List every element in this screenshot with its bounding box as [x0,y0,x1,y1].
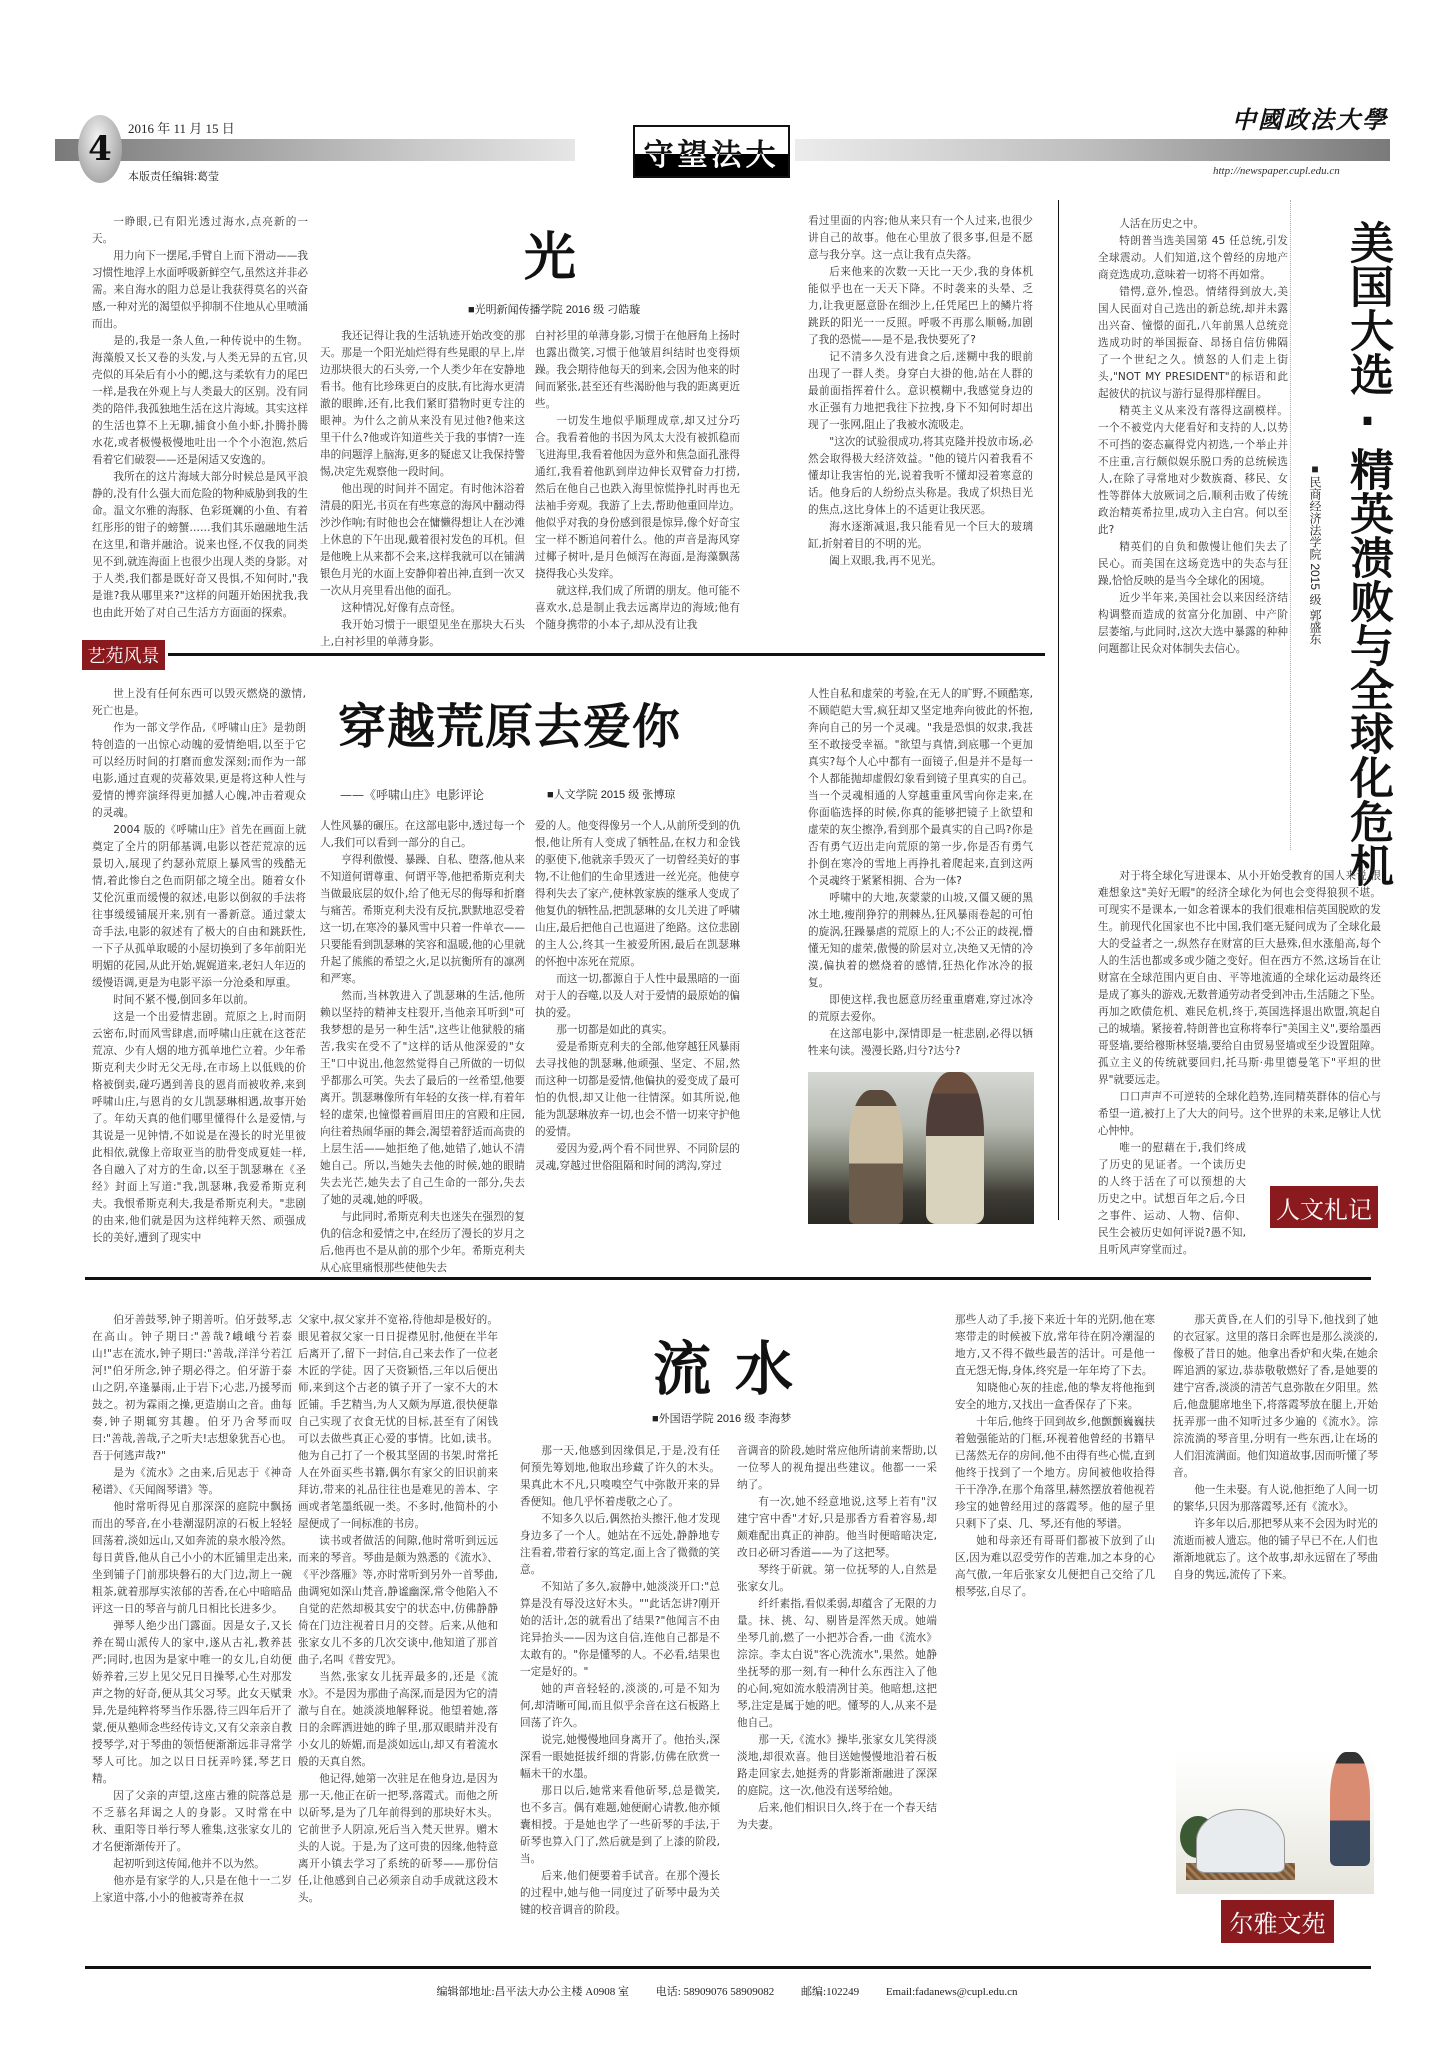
paragraph: 她的声音轻轻的,淡淡的,可是不知为何,却清晰可闻,而且似乎余音在这石板路上回荡了许久。 [520,1683,720,1729]
paragraph: 知晓他心灰的挂虑,他的挚友将他拖到安全的地方,又找出一盒香保存了下来。 [955,1382,1155,1411]
paragraph: 后来,他们便要着手试音。在那个漫长的过程中,她与他一同度过了斫琴中最为关键的校音调音的阶段。 [520,1870,720,1916]
paragraph: 那日以后,她常来看他斫琴,总是微笑,也不多言。偶有难题,她便耐心请教,他亦倾囊相授。于是她也学了一些斫琴的手法,于斫琴也算入门了,然后就是到了上漆的阶段,当。 [520,1785,720,1865]
paragraph: 那一天,他感到因缘俱足,于是,没有任何预先筹划地,他取出珍藏了许久的木头。果真此木不凡,只嗅嗅空气中弥散开来的异香便知。他几乎怀着虔敬之心了。 [520,1445,720,1508]
footer-address: 编辑部地址:昌平法大办公主楼 A0908 室 [436,1986,629,1998]
masthead-bar-right [795,139,1390,161]
article-guang-col2 [320,328,525,651]
footer-phone: 电话: 58909076 58909082 [655,1986,775,1998]
paragraph: 后来,他们相识日久,终于在一个春天结为夫妻。 [737,1802,937,1831]
paragraph: 我开始习惯于一眼望见坐在那块大石头上,白衬衫里的单薄身影。 [320,619,525,648]
paragraph: 读书或者做活的间隙,他时常听到远远而来的琴音。琴曲是颇为熟悉的《流水》、《平沙落雁》等,亦时常听到另外一首琴曲,曲调宛如深山梵音,静谧幽深,常令他陷入不自觉的茫然却极其安宁的状态中,仿佛静静倚在门边注视着日月的交替。后来,从他和张家女儿不多的几次交谈中,他知道了那首曲子,名叫《普安咒》。 [298,1535,498,1666]
article-subtitle-chuanyue: ——《呼啸山庄》电影评论 [340,788,485,802]
article-byline-liushui: ■外国语学院 2016 级 李海梦 [652,1413,792,1425]
paragraph: 父家中,叔父家并不宽裕,待他却是极好的。眼见着叔父家一日日捉襟见肘,他便在半年后离开了,留下一封信,自己来去作了一位老木匠的学徒。因了天资颖悟,三年以后便出师,来到这个古老的镇子开了一家不大的木匠铺。手艺精当,为人又颇为厚道,很快便靠自己实现了衣食无忧的目标,甚至有了闲钱可以去做些真正心爱的事情。比如,读书。他为自己打了一个极其坚固的书架,时常托人在外面买些书籍,偶尔有家父的旧识前来拜访,带来的礼品往往也是难见的善本、字画或者笔墨纸砚一类。不多时,他简朴的小屋便成了一间标准的书房。 [298,1314,498,1530]
paragraph: 海水逐渐减退,我只能看见一个巨大的玻璃缸,折射着目的不明的光。 [808,521,1033,550]
paragraph: 白衬衫里的单薄身影,习惯于在他唇角上扬时也露出微笑,习惯于他皱眉纠结时也变得烦躁。我会期待他每天的到来,会因为他来的时间而紧张,甚至还有些渴盼他与我的距离更近些。 [535,330,740,410]
photo-figure-man [849,1090,903,1224]
article-byline-chuanyue: ■人文学院 2015 级 张博琼 [547,789,676,801]
section-badge-renwen: 人文札记 [1270,1186,1378,1228]
article-chuanyue-col2 [320,818,525,1277]
guqin-illustration [1176,1752,1374,1894]
paragraph: 因了父亲的声望,这座古雅的院落总是不乏慕名拜谒之人的身影。又时常在中秋、重阳等日举行琴人雅集,这张家女儿的才名便渐渐传开了。 [92,1790,292,1853]
paragraph: 人性风暴的碾压。在这部电影中,透过每一个人,我们可以看到一部分的自己。 [320,820,525,849]
article-title-liushui: 流水 [653,1335,818,1403]
paragraph: 在这部电影中,深情即是一桩悲剧,必得以牺牲来句读。漫漫长路,归兮?达兮? [808,1028,1033,1057]
article-title-meiguo: 美国大选·精英溃败与全球化危机 [1342,220,1393,887]
paragraph: 起初听到这传闻,他并不以为然。 [113,1858,265,1870]
article-liushui-col4 [737,1443,937,1834]
paragraph: 作为一部文学作品,《呼啸山庄》是勃朗特创造的一出惊心动魄的爱情绝唱,以至于它可以经历时间的打磨而愈发深刻;而作为一部电影,通过直观的荧幕效果,更是将这种人性与爱情的博弈演绎得更加撼人心魄,冲击着观众的灵魂。 [92,722,306,819]
paragraph: 那些人动了手,接下来近十年的光阴,他在寒寒带走的时候被下放,常年待在阴冷潮湿的地方,又不得不做些最苦的活计。可是他一直无怨无悔,身体,终究是一年年垮了下去。 [955,1314,1155,1377]
section-divider [85,1277,1371,1280]
paragraph: 特朗普当选美国第 45 任总统,引发全球震动。人们知道,这个曾经的房地产商竞选成功,意味着一切将不再如常。 [1098,235,1288,281]
issue-date: 2016 年 11 月 15 日 [128,121,235,136]
paragraph: 有一次,她不经意地说,这琴上若有"汉建宁宫中香"才好,只是那香方看着容易,却颇难配出真正的神韵。他当时便暗暗决定,改日必研习香道——为了这把琴。 [737,1496,937,1559]
paragraph: 唯一的慰藉在于,我们终成了历史的见证者。一个读历史的人终于活在了可以预想的大历史之中。试想百年之后,今日之事件、运动、人物、信仰、民生会被历史如何评说?愚不知,且听风声穿堂而过。 [1098,1142,1246,1256]
paragraph: 不知多久以后,偶然抬头擦汗,他才发现身边多了一个人。她站在不远处,静静地专注看着,带着行家的笃定,面上含了微微的笑意。 [520,1513,720,1576]
paragraph: 与此同时,希斯克利夫也迷失在强烈的复仇的信念和爱情之中,在经历了漫长的岁月之后,他再也不是从前的那个少年。希斯克利夫从心底里痛恨那些使他失去 [320,1211,525,1274]
paragraph: 对于将全球化写进课本、从小开始受教育的国人来说,很难想象这"美好无暇"的经济全球化为何也会变得狼狈不堪。可现实不是课本,一如念着课本的我们很难相信英国脱欧的发生。前现代化国家也不比中国,我们毫无疑问成为了全球化最大的受益者之一,纵然存在财富的巨大悬殊,但水涨船高,每个人的生活也都或多或少随之变好。但在西方不然,这场旨在让财富在全球范围内更自由、平等地流通的全球化运动最终还是成了寡头的游戏,无数普通劳动者受到冲击,生活随之下坠。再加之欧债危机、难民危机,终于,英国选择退出欧盟,筑起自己的城墙。紧接着,特朗普也宣称将奉行"美国主义",要给墨西哥竖墙,要给穆斯林竖墙,要给自由贸易竖墙或至少设置阻障。孤立主义的传统就要回归,托马斯·弗里德曼笔下"平坦的世界"就要远走。 [1098,870,1381,1086]
paragraph: 错愕,意外,惶恐。情绪得到放大,美国人民面对自己选出的新总统,却并未露出兴奋、憧憬的面孔,八年前黑人总统竞选成功时的举国振奋、昂扬自信仿佛隔了一个世纪之久。愤怒的人们走上街头,"NOT MY PRESIDENT"的标语和此起彼伏的抗议与游行显得那样醒目。 [1098,286,1288,400]
paragraph: 后来他来的次数一天比一天少,我的身体机能似乎也在一天天下降。不时袭来的头晕、乏力,让我更愿意卧在细沙上,任凭尾巴上的鳞片将跳跃的阳光一一反照。呼吸不再那么顺畅,加剧了我的恐慌——是不是,我快要死了? [808,266,1033,346]
article-guang-col1 [92,214,308,622]
article-meiguo-col-narrow [1098,216,1288,658]
masthead-bar-left [55,139,575,161]
paragraph: 近少半年来,美国社会以来因经济结构调整而造成的贫富分化加剧、中产阶层萎缩,与此同时,这次大选中暴露的种种问题都让民众对体制失去信心。 [1098,592,1288,655]
illustration-seated-player [1196,1809,1285,1873]
footer [0,1983,1454,1999]
paragraph: 2004 版的《呼啸山庄》首先在画面上就奠定了全片的阴郁基调,电影以苍茫荒凉的远景切入,展现了约瑟孙荒原上暴风雪的残酷无情,着此惨白之色而阴郁之境全出。随着女仆艾伦沉重而缓慢的叙述,电影以倒叙的手法将往事缓缓铺展开来,别有一番新意。通过蒙太奇手法,电影的叙述有了极大的自由和跳跃性,一下子从孤单取暖的小屋切换到了多年前阳光明媚的花园,从此开始,娓娓道来,老妇人年迈的缓慢语调,更是为电影平添一分沧桑和厚重。 [92,824,306,989]
paragraph: 音调音的阶段,她时常应他所请前来帮助,以一位琴人的视角提出些建议。他都一一采纳了。 [737,1445,937,1491]
paragraph: 纤纤素指,看似柔弱,却蕴含了无限的力量。抹、挑、勾、剔皆是浑然天成。她端坐琴几前,燃了一小把苏合香,一曲《流水》淙淙。李太白说"客心洗流水",果然。她静坐抚琴的那一刻,有一种什么东西注入了他的心间,宛如流水般清冽甘美。他暗想,这把琴,注定是属于她的吧。懂琴的人,从来不是他自己。 [737,1598,937,1729]
paragraph: 人活在历史之中。 [1119,218,1204,230]
paragraph: 他一生未娶。有人说,他拒绝了人间一切的繁华,只因为那落霞琴,还有《流水》。 [1173,1484,1378,1513]
section-badge-erya: 尔雅文苑 [1221,1900,1334,1943]
paragraph: 精英们的自负和傲慢让他们失去了民心。而美国在这场竞选中的失态与狂躁,恰恰反映的是当今全球化的困境。 [1098,541,1288,587]
paragraph: 一睁眼,已有阳光透过海水,点亮新的一天。 [92,216,308,245]
paragraph: 爱是希斯克利夫的全部,他穿越狂风暴雨去寻找他的凯瑟琳,他顽强、坚定、不屈,然而这种一切都是爱情,他偏执的爱变成了最可怕的仇恨,却又让他一往情深。如其所说,他能为凯瑟琳放弃一切,也会不惜一切来守护他的爱情。 [535,1041,740,1138]
paragraph: 他记得,她第一次驻足在他身边,是因为那一天,他正在斫一把琴,落霞式。而他之所以斫琴,是为了几年前得到的那块好木头。它前世予人阴凉,死后当入梵天世界。赠木头的人说。于是,为了这可贵的因缘,他特意离开小镇去学习了系统的斫琴——那份信任,让他感到自己必须亲自动手成就这段木头。 [298,1773,498,1904]
paragraph: 用力向下一摆尾,手臂自上而下滑动——我习惯性地浮上水面呼吸新鲜空气,虽然这并非必需。来自海水的阻力总是让我获得莫名的兴奋感,一种对光的渴望似乎抑制不住地从心里喷涌而出。 [92,250,308,330]
article-byline-guang: ■光明新闻传播学院 2016 级 刁皓璇 [468,304,641,316]
paragraph: 十年后,他终于回到故乡,他颤颤巍巍扶着勉强能站的门框,环视着他曾经的书籍早已荡然无存的房间,他不由得有些心慌,直到他终于找到了一个地方。房间被他收拾得干干净净,在那个角落里,赫然摆放着他视若珍宝的她曾经用过的落霞琴。他的屋子里只剩下了桌、几、琴,还有他的琴谱。 [955,1416,1155,1530]
paragraph: 那一切都是如此的真实。 [556,1024,673,1036]
footer-postcode: 邮编:102249 [801,1986,860,1998]
paragraph: 然而,当林敦进入了凯瑟琳的生活,他所赖以坚持的精神支柱裂开,当他亲耳听到"可我梦想的是另一种生活",这些让他狱般的痛苦,我实在受不了"这样的话从他深爱的"女王"口中说出,他忽然觉得自己所做的一切似乎都那么可笑。失去了最后的一丝希望,他要离开。凯瑟琳像所有年轻的女孩一样,有着年轻的虚荣,也憧憬着画眉田庄的宫殿和庄园,向往着热闹华丽的舞会,渴望着舒适而高贵的上层生活——她拒绝了他,她错了,她认不清她自己。所以,当她失去他的时候,她的眼睛失去光芒,她失去了自己生命的一部分,失去了她的灵魂,她的呼吸。 [320,990,525,1206]
article-liushui-col2 [298,1312,498,1907]
column-divider [1058,200,1059,1220]
photo-figure-woman [926,1072,985,1224]
illustration-standing-listener [1330,1752,1370,1866]
paper-url[interactable]: http://newspaper.cupl.edu.cn [1213,165,1340,177]
paragraph: 伯牙善鼓琴,钟子期善听。伯牙鼓琴,志在高山。钟子期曰:"善哉?峨峨兮若泰山!"志在流水,钟子期曰:"善哉,洋洋兮若江河!"伯牙所念,钟子期必得之。伯牙游于泰山之阴,卒逢暴雨,止于岩下;心悲,乃援琴而鼓之。初为霖雨之操,更造崩山之音。曲每奏,钟子期辄穷其趣。伯牙乃舍琴而叹曰:"善哉,善哉,子之听夫!志想象犹吾心也。吾于何逃声哉?" [92,1314,292,1462]
paragraph: 他亦是有家学的人,只是在他十一二岁上家道中落,小小的他被寄养在叔 [92,1875,292,1904]
article-title-chuanyue: 穿越荒原去爱你 [338,699,682,755]
paragraph: 许多年以后,那把琴从来不会因为时光的流逝而被人遗忘。他的铺子早已不在,人们也渐渐地就忘了。这个故事,却永远留在了琴曲自身的隽远,流传了下来。 [1173,1518,1378,1581]
article-liushui-col3 [520,1443,720,1919]
footer-email[interactable]: Email:fadanews@cupl.edu.cn [885,1986,1018,1998]
paragraph: 人性自私和虚荣的考验,在无人的旷野,不顾酷寒,不顾皑皑大雪,疯狂却又坚定地奔向彼此的怀抱,奔向自己的另一个灵魂。"我是恐惧的奴隶,我甚至不敢接受幸福。"欲望与真情,到底哪一个更加真实?每个人心中都有一面镜子,但是并不是每一个人都能抛却虚假幻象看到镜子里真实的自己。当一个灵魂相通的人穿越重重风雪向你走来,在你面临选择的时候,你真的能够把镜子上欲望和虚荣的灰尘擦净,看到那个最真实的自己吗?你是否有勇气迈出走向荒原的第一步,你是否有勇气扑倒在寒冷的雪地上再挣扎着爬起来,直到这两个灵魂终于紧紧相拥、合为一体? [808,688,1033,887]
paper-name-logo: 中國政法大學 [1232,105,1388,134]
article-liushui-col5 [955,1312,1155,1601]
paragraph: 这种情况,好像有点奇怪。 [341,602,462,614]
section-divider [168,653,1045,656]
paragraph: 我所在的这片海域大部分时候总是风平浪静的,没有什么强大而危险的物种威胁到我的生命。温文尔雅的海豚、色彩斑斓的小鱼、有着红彤彤的钳子的螃蟹……我们其乐融融地生活在这里,和谐并融洽。说来也怪,不仅我的同类见不到,就连海面上也很少出现人类的身影。对于人类,我们都是既好奇又畏惧,不知何时,"我是谁?我从哪里来?"这样的问题开始困扰我,我也由此开始了对自己生活方方面面的探索。 [92,471,308,619]
article-byline-meiguo: ■民商经济法学院 2015 级 郭盛东 [1308,462,1322,645]
paragraph: 是的,我是一条人鱼,一种传说中的生物。海藻般又长又卷的头发,与人类无异的五官,贝壳似的耳朵后有小小的鳃,这与柔软有力的尾巴一样,是我在外观上与人类最大的区别。没有同类的陪伴,我孤独地生活在这片海域。其实这样的生活也算不上无聊,捕食小鱼小虾,扑腾扑腾水花,或者极慢极慢地吐出一个个小泡泡,然后看着它们破裂——还是闲适又安逸的。 [92,335,308,466]
paragraph: 琴终于斫就。第一位抚琴的人,自然是张家女儿。 [737,1564,937,1593]
section-badge-yiyuan: 艺苑风景 [82,640,165,670]
paragraph: 一切发生地似乎顺理成章,却又过分巧合。我看着他的书因为风太大没有被抓稳而飞进海里,我看着他因为意外和焦急面孔涨得通红,我看着他趴到岸边伸长双臂奋力打捞,然后在他自己也跌入海里惊慌挣扎时再也无法袖手旁观。我游了上去,帮助他重回岸边。他似乎对我的身份感到很是惊异,像个好奇宝宝一样不断追问着什么。他的声音是海风穿过椰子树叶,是月色倾泻在海面,是海藻飘荡挠得我心头发痒。 [535,415,740,580]
paragraph: 当然,张家女儿抚弄最多的,还是《流水》。不是因为那曲子高深,而是因为它的清澈与自在。她淡淡地解释说。他望着她,落日的余晖洒进她的眸子里,那双眼睛并没有小女儿的娇媚,而是淡如远山,却又有着流水般的天真自然。 [298,1671,498,1768]
paragraph: 他出现的时间并不固定。有时他沐浴着清晨的阳光,书页在有些寒意的海风中翻动得沙沙作响;有时他也会在慵懒得想让人在沙滩上休息的下午出现,戴着很衬发色的耳机。但是他晚上从来都不会来,这样我就可以在铺满银色月光的水面上安静仰着出神,直到一次又一次从月亮里看出他的面孔。 [320,483,525,597]
paragraph: 看过里面的内容;他从来只有一个人过来,也很少讲自己的故事。他在心里放了很多事,但是不愿意与我分享。这一点让我有点失落。 [808,215,1033,261]
paragraph: 弹琴人绝少出门露面。因是女子,又长养在蜀山派传人的家中,遂从古礼,教养甚严;同时,也因为是家中唯一的女儿,自幼便娇养着,三岁上见父兄日日操琴,心生对那发声之物的好奇,便从其父习琴。此女天赋秉异,先是纯粹将琴当作乐器,待三四年后开了蒙,便从塾师念些经传诗文,又有父亲亲自教授琴学,对于琴曲的领悟便渐渐远非寻常学琴人可比。加之以日日抚弄吟猱,琴艺日精。 [92,1620,292,1785]
paragraph: 我还记得让我的生活轨迹开始改变的那天。那是一个阳光灿烂得有些晃眼的早上,岸边那块很大的石头旁,一个人类少年在安静地看书。他有比珍珠更白的皮肤,有比海水更清澈的眼眸,还有,比我们紧盯猎物时更专注的眼神。为什么之前从来没有见过他?他来这里干什么?他或许知道些关于我的事情?一连串的问题浮上脑海,更多的疑虑又让我保持警惕,决定先观察他一段时间。 [320,330,525,478]
paragraph: 阖上双眼,我,再不见光。 [829,555,942,567]
movie-still-photo [808,1072,1034,1224]
paragraph: 口口声声不可逆转的全球化趋势,连同精英群体的信心与希望一道,被打上了大大的问号。这个世界的未来,足够让人忧心忡忡。 [1098,1091,1381,1137]
paragraph: 世上没有任何东西可以毁灭燃烧的激情,死亡也是。 [92,688,306,717]
page-editor: 本版责任编辑:葛莹 [128,171,220,183]
section-title-text: 守望法大 [644,130,780,174]
paragraph: 呼啸中的大地,灰蒙蒙的山坡,又僵又硬的黑冰土地,瘦削狰狞的荆棘丛,狂风暴雨卷起的可怕的旋涡,狂躁暴虐的荒原上的人;不公正的歧视,懵懂无知的虚荣,傲慢的阶层对立,决绝又无情的冷漠,偏执着的燃烧着的感情,狂热化作冰冷的报复。 [808,892,1033,989]
article-title-guang: 光 [524,228,577,288]
paragraph: 记不清多久没有进食之后,迷糊中我的眼前出现了一群人类。身穿白大褂的他,站在人群的最前面指挥着什么。意识模糊中,我感觉身边的水正强有力地把我往下拉拽,身下不知何时却出现了一张网,阻止了我被水流吸走。 [808,351,1033,431]
page-number: 4 [78,115,122,183]
paragraph: 即使这样,我也愿意历经重重磨难,穿过冰冷的荒原去爱你。 [808,994,1033,1023]
article-guang-col4 [808,213,1033,570]
paragraph: 精英主义从来没有落得这副模样。一个不被党内大佬看好和支持的人,以势不可挡的姿态赢得党内初选,一个举止并不庄重,言行颇似娱乐脱口秀的总统候选人,在除了寻常地对少数族裔、移民、女性等群体大放厥词之后,顺利击败了传统政治精英希拉里,成功入主白宫。何以至此? [1098,405,1288,536]
article-guang-col3 [535,328,740,634]
paragraph: 这是一个出爱情悲剧。荒原之上,时而阴云密布,时而风雪肆虐,而呼啸山庄就在这苍茫荒凉、少有人烟的地方孤单地伫立着。少年希斯克利夫少时无父无母,在市场上以低贱的价格被倒卖,碰巧遇到善良的恩肖而被收养,来到呼啸山庄,与恩肖的女儿凯瑟琳相遇,故事开始了。年幼天真的他们哪里懂得什么是爱情,与其说是一见钟情,不如说是在漫长的时光里彼此相依,就像上帝取亚当的肋骨变成夏娃一样,各自融入了对方的生命,以至于凯瑟琳在《圣经》封面上写道:"我,凯瑟琳,我爱希斯克利夫。我恨希斯克利夫,我是希斯克利夫。"悲剧的由来,他们就是因为这样纯粹天然、顽强成长的美好,遭到了现实中 [92,1011,306,1244]
dotted-divider [1290,200,1291,850]
paragraph: 亨得利傲慢、暴躁、自私、堕落,他从来不知道何谓尊重、何谓平等,他把希斯克利夫当做最底层的奴仆,给了他无尽的侮辱和折磨与痛苦。希斯克利夫没有反抗,默默地忍受着这一切,在寒冷的暴风雪中只着一件单衣——只要能看到凯瑟琳的笑容和温暖,他的心里就升起了熊熊的希望之火,足以抗衡所有的凛冽和严寒。 [320,854,525,985]
paragraph: 他时常听得见自那深深的庭院中飘扬而出的琴音,在小巷潮湿阴凉的石板上轻轻回荡着,淡如远山,又如奔流的泉水般冷然。每日黄昏,他从自己小小的木匠铺里走出来,坐到铺子门前那块磐石的大门边,沏上一碗粗茶,就着那厚实浓郁的苦香,在心中暗暗品评这一日的琴音与前几日相比长进多少。 [92,1501,292,1615]
section-title [633,125,790,178]
article-liushui-col6 [1173,1312,1378,1584]
paragraph: 不知站了多久,寂静中,她淡淡开口:"总算是没有辱没这好木头。""此话怎讲?刚开始的活计,怎的就看出了结果?"他闻言不由诧异抬头——因为这自信,连他自己都是不太敢有的。"你是懂琴的人。不必看,结果也一定是好的。" [520,1581,720,1678]
article-liushui-col1 [92,1312,292,1907]
paragraph: 时间不紧不慢,倒回多年以前。 [113,994,255,1006]
article-chuanyue-col4 [808,686,1033,1060]
footer-rule [85,1966,1371,1969]
paragraph: 而这一切,都源自于人性中最黑暗的一面对于人的吞噬,以及人对于爱情的最原始的偏执的爱。 [535,973,740,1019]
paragraph: 是为《流水》之由来,后见志于《神奇秘谱》、《天闻阁琴谱》等。 [92,1467,292,1496]
article-chuanyue-col3 [535,818,740,1175]
article-chuanyue-col1 [92,686,306,1247]
paragraph: 就这样,我们成了所谓的朋友。他可能不喜欢水,总是制止我去远离岸边的海域;他有个随身携带的小本子,却从没有让我 [535,585,740,631]
paragraph: 爱的人。他变得像另一个人,从前所受到的仇恨,他让所有人变成了牺牲品,在权力和金钱的驱使下,他就亲手毁灭了一切曾经美好的事物,不让他们的生命里透进一丝光亮。他使亨得利失去了家产,使林敦家族的继承人变成了他复仇的牺牲品,把凯瑟琳的女儿关进了呼啸山庄,最后把他自己也逼进了绝路。这位悲剧的主人公,终其一生被爱所困,最后在凯瑟琳的怀抱中冻死在荒原。 [535,820,740,968]
paragraph: 说完,她慢慢地回身离开了。他抬头,深深看一眼她挺拔纤细的背影,仿佛在欣赏一幅未干的水墨。 [520,1734,720,1780]
paragraph: "这次的试验很成功,将其克隆并投放市场,必然会取得极大经济效益。"他的镜片闪着我看不懂却让我害怕的光,说着我听不懂却浸着寒意的话。他身后的人纷纷点头称是。我成了炽热目光的焦点,这比身体上的不适更让我厌恶。 [808,436,1033,516]
paragraph: 那天黄昏,在人们的引导下,他找到了她的衣冠冢。这里的落日余晖也是那么淡淡的,像极了昔日的她。他拿出香炉和火柴,在她余晖追洒的冢边,恭恭敬敬燃好了香,是她要的建宁宫香,淡淡的清苦气息弥散在夕阳里。然后,他盘腿席地坐下,将落霞琴放在腿上,开始抚弄那一曲不知听过多少遍的《流水》。淙淙流淌的琴音里,分明有一些东西,让在场的人们泪流满面。他们知道故事,因而听懂了琴音。 [1173,1314,1378,1479]
paragraph: 她和母亲还有哥哥们都被下放到了山区,因为难以忍受劳作的苦难,加之本身的心高气傲,一年后张家女儿便把自己交给了几根琴弦,自尽了。 [955,1535,1155,1598]
paragraph: 那一天,《流水》操毕,张家女儿笑得淡淡地,却很欢喜。他目送她慢慢地沿着石板路走回家去,她挺秀的背影渐渐融进了深深的庭院。这一次,他没有送琴给她。 [737,1734,937,1797]
paragraph: 爱因为爱,两个看不同世界、不同阶层的灵魂,穿越过世俗阻隔和时间的鸿沟,穿过 [535,1143,740,1172]
